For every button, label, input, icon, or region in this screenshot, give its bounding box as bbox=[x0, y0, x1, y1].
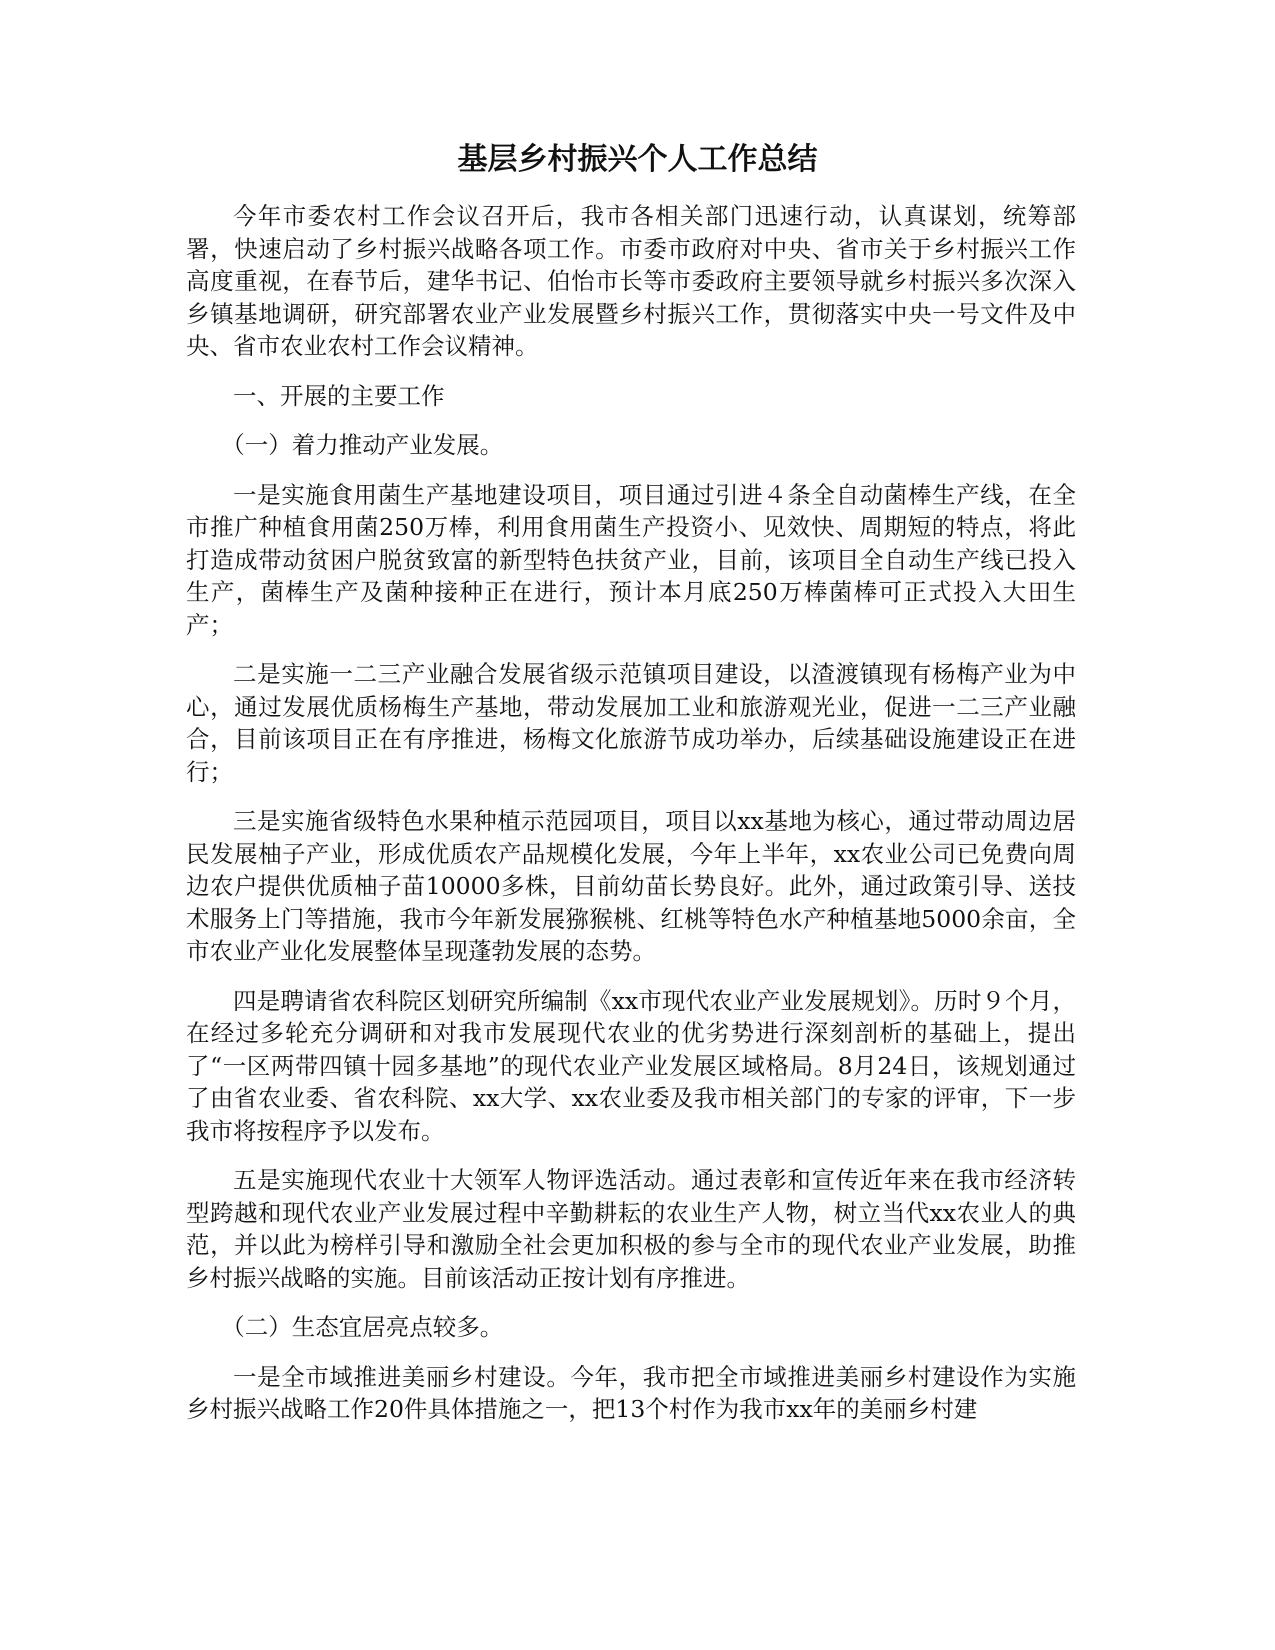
section-heading-main-work: 一、开展的主要工作 bbox=[233, 381, 445, 410]
paragraph-item-4: 四是聘请省农科院区划研究所编制《xx市现代农业产业发展规划》。历时９个月，在经过多轮充分调研和对我市发展现代农业的优劣势进行深刻剖析的基础上，提出了“一区两带四镇十园多基地”的现代农业产业发展区域格局。8月24日，该规划通过了由省农业委、省农科院、xx大学、xx农业委及我市相关部门的专家的评审，下一步我市将按程序予以发布。 bbox=[186, 986, 1076, 1145]
paragraph-item-3: 三是实施省级特色水果种植示范园项目，项目以xx基地为核心，通过带动周边居民发展柚子产业，形成优质农产品规模化发展，今年上半年，xx农业公司已免费向周边农户提供优质柚子苗10000多株，目前幼苗长势良好。此外，通过政策引导、送技术服务上门等措施，我市今年新发展猕猴桃、红桃等特色水产种植基地5000余亩，全市农业产业化发展整体呈现蓬勃发展的态势。 bbox=[186, 807, 1076, 965]
paragraph-item-6: 一是全市域推进美丽乡村建设。今年，我市把全市域推进美丽乡村建设作为实施乡村振兴战略工作20件具体措施之一，把13个村作为我市xx年的美丽乡村建 bbox=[186, 1362, 1076, 1423]
subsection-heading-industry: （一）着力推动产业发展。 bbox=[221, 431, 504, 459]
paragraph-item-2: 二是实施一二三产业融合发展省级示范镇项目建设，以渣渡镇现有杨梅产业为中心，通过发展优质杨梅生产基地，带动发展加工业和旅游观光业，促进一二三产业融合，目前该项目正在有序推进，杨梅文化旅游节成功举办，后续基础设施建设正在进行； bbox=[186, 660, 1076, 786]
subsection-heading-ecology: （二）生态宜居亮点较多。 bbox=[221, 1313, 504, 1341]
document-body bbox=[186, 200, 1076, 1443]
paragraph-item-5: 五是实施现代农业十大领军人物评选活动。通过表彰和宣传近年来在我市经济转型跨越和现代农业产业发展过程中辛勤耕耘的农业生产人物，树立当代xx农业人的典范，并以此为榜样引导和激励全社会更加积极的参与全市的现代农业产业发展，助推乡村振兴战略的实施。目前该活动正按计划有序推进。 bbox=[186, 1166, 1076, 1292]
paragraph-item-1: 一是实施食用菌生产基地建设项目，项目通过引进４条全自动菌棒生产线，在全市推广种植食用菌250万棒，利用食用菌生产投资小、见效快、周期短的特点，将此打造成带动贫困户脱贫致富的新型特色扶贫产业，目前，该项目全自动生产线已投入生产，菌棒生产及菌种接种正在进行，预计本月底250万棒菌棒可正式投入大田生产； bbox=[186, 480, 1076, 639]
document-title: 基层乡村振兴个人工作总结 bbox=[457, 142, 818, 177]
intro-paragraph: 今年市委农村工作会议召开后，我市各相关部门迅速行动，认真谋划，统筹部署，快速启动了乡村振兴战略各项工作。市委市政府对中央、省市关于乡村振兴工作高度重视，在春节后，建华书记、伯怡市长等市委政府主要领导就乡村振兴多次深入乡镇基地调研，研究部署农业产业发展暨乡村振兴工作，贯彻落实中央一号文件及中央、省市农业农村工作会议精神。 bbox=[186, 202, 1076, 360]
